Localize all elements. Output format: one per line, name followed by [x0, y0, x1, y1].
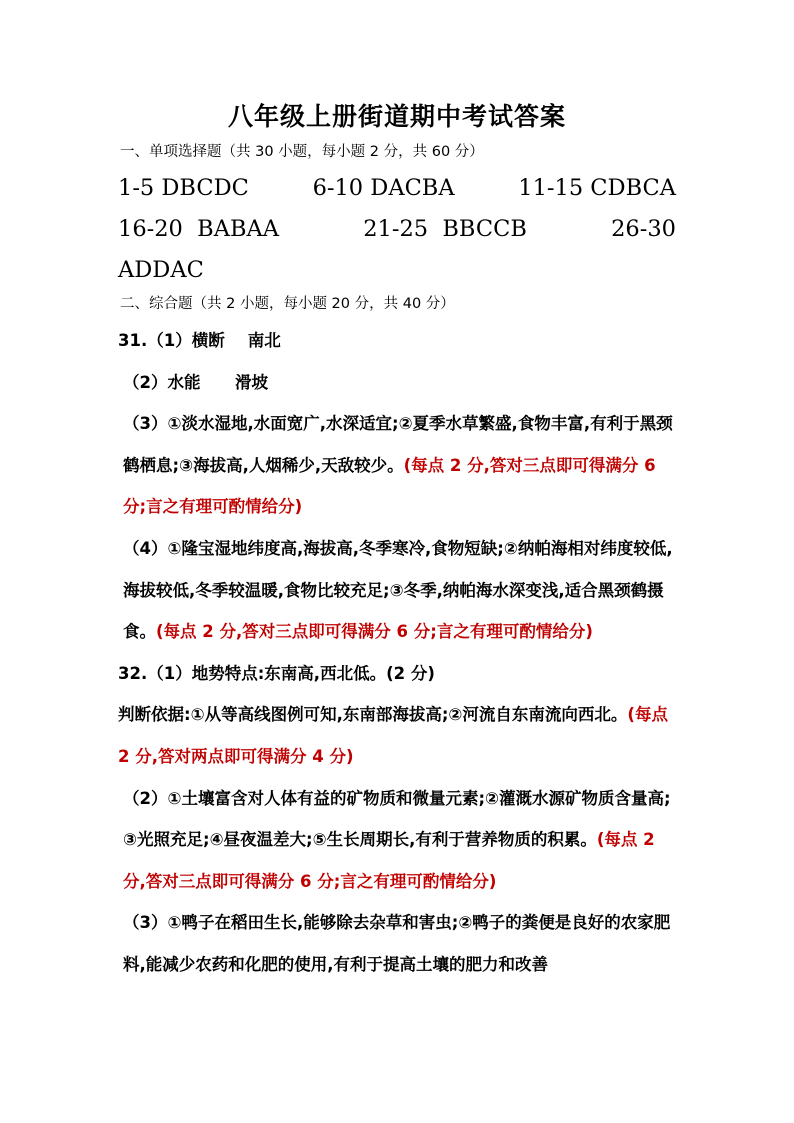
document-title: 八年级上册街道期中考试答案 — [227, 102, 566, 131]
q31-part2-text: （2）水能 滑坡 — [123, 372, 268, 392]
answer-group: ADDAC — [118, 257, 204, 283]
q31-part3-scoring-note: (每点 2 分,答对三点即可得满分 6 分;言之有理可酌情给分) — [123, 455, 656, 517]
q32-part2 — [118, 778, 676, 903]
answer-group: 1-5 DBCDC — [118, 175, 249, 201]
q31-part1-text: 31.（1）横断 南北 — [118, 331, 281, 350]
q31-part3-text: （3）①淡水湿地,水面宽广,水深适宜;②夏季水草繁盛,食物丰富,有利于黑颈鹤栖息;③海拔高,人烟稀少,天敌较少。 — [123, 414, 673, 475]
q31-part4-scoring-note: (每点 2 分,答对三点即可得满分 6 分;言之有理可酌情给分) — [156, 622, 593, 642]
answer-row-2 — [118, 209, 676, 250]
q31-part3 — [118, 403, 676, 528]
answer-group: 11-15 CDBCA — [518, 175, 676, 201]
q32-part3 — [118, 902, 676, 985]
answer-group: 21-25 BBCCB — [363, 216, 527, 242]
q32-part1-text: 32.（1）地势特点:东南高,西北低。(2 分) — [118, 663, 435, 683]
section2-heading: 二、综合题（共 2 小题，每小题 20 分，共 40 分） — [120, 296, 455, 312]
answer-group: 16-20 BABAA — [118, 216, 279, 242]
q32-basis-text: 判断依据:①从等高线图例可知,东南部海拔高;②河流自东南流向西北。 — [118, 705, 628, 725]
q32-part2-scoring-note: (每点 2 分,答对三点即可得满分 6 分;言之有理可酌情给分) — [123, 830, 655, 891]
q31-part4-text: （4）①隆宝湿地纬度高,海拔高,冬季寒冷,食物短缺;②纳帕海相对纬度较低,海拔较低,冬季较温暖,食物比较充足;③冬季,纳帕海水深变浅,适合黑颈鹤摄食。 — [123, 538, 673, 642]
q32-basis — [118, 694, 676, 777]
q31-part4 — [118, 528, 676, 653]
answer-row-3 — [118, 250, 676, 291]
answer-group: 26-30 — [611, 216, 676, 242]
answer-row-1 — [118, 168, 676, 209]
q31-part1 — [118, 320, 676, 362]
choice-answers — [118, 168, 676, 291]
q32-part1 — [118, 653, 676, 695]
section1-heading: 一、单项选择题（共 30 小题，每小题 2 分，共 60 分） — [120, 144, 484, 160]
answer-group: 6-10 DACBA — [312, 175, 455, 201]
q32-basis-scoring-note: (每点 2 分,答对两点即可得满分 4 分) — [118, 705, 668, 766]
q32-part2-text: （2）①土壤富含对人体有益的矿物质和微量元素;②灌溉水源矿物质含量高;③光照充足;④昼夜温差大;⑤生长周期长,有利于营养物质的积累。 — [123, 788, 671, 850]
q32-part3-text: （3）①鸭子在稻田生长,能够除去杂草和害虫;②鸭子的粪便是良好的农家肥料,能减少农药和化肥的使用,有利于提高土壤的肥力和改善 — [123, 913, 671, 974]
q31-part2 — [118, 362, 676, 404]
